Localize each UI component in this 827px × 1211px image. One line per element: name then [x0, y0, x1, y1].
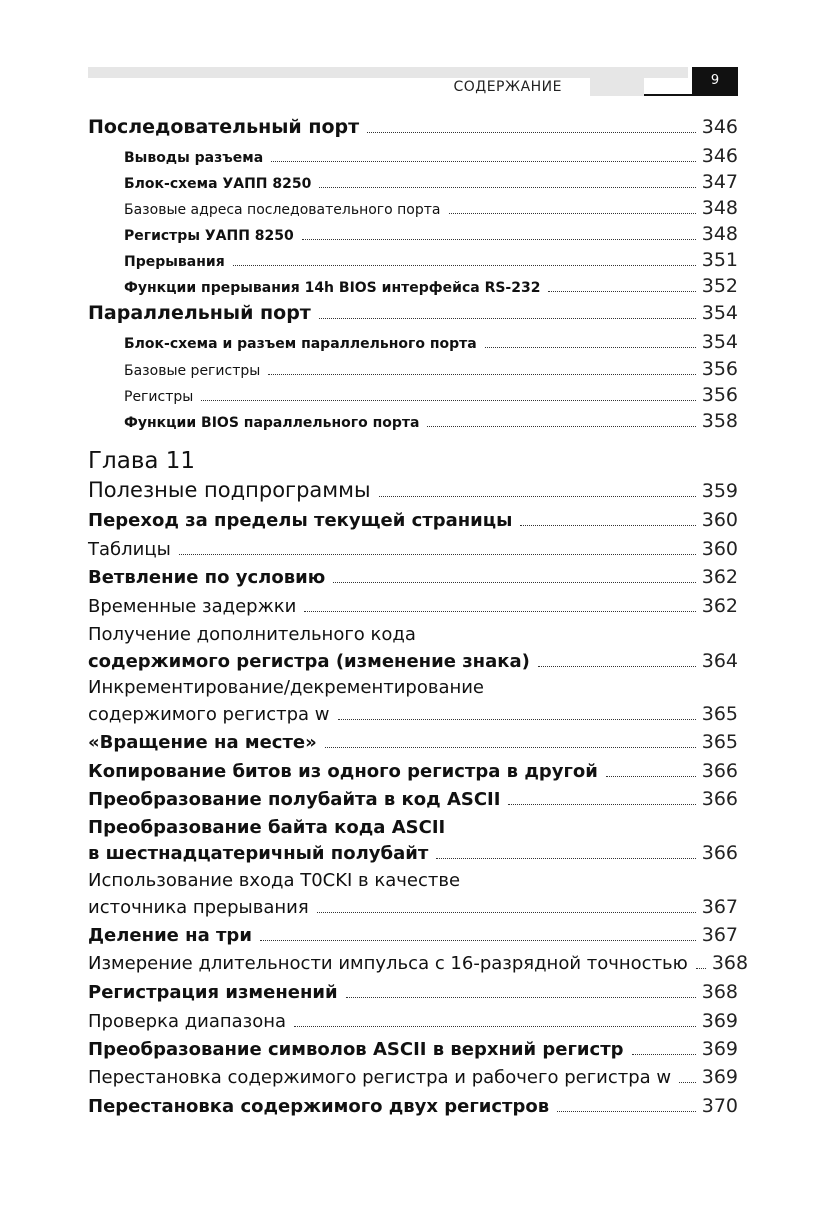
- toc-entry-label: в шестнадцатеричный полубайт: [88, 843, 429, 864]
- dot-leader: [319, 186, 695, 188]
- toc-subentry-label: Прерывания: [124, 254, 225, 270]
- dot-leader: [427, 425, 695, 427]
- toc-entry-label: Ветвление по условию: [88, 567, 326, 588]
- toc-entry[interactable]: [88, 842, 738, 864]
- toc-entry-label: Таблицы: [88, 539, 171, 560]
- toc-entry-serial-port[interactable]: [88, 116, 738, 138]
- toc-subentry-page: 351: [701, 249, 738, 271]
- toc-subentry-page: 348: [701, 197, 738, 219]
- toc-entry-label: Переход за пределы текущей страницы: [88, 510, 513, 531]
- toc-subentry-label: Блок-схема и разъем параллельного порта: [124, 336, 477, 352]
- toc-entry[interactable]: [88, 1066, 738, 1088]
- toc-entry-label: Копирование битов из одного регистра в другой: [88, 761, 598, 782]
- dot-leader: [548, 290, 695, 292]
- toc-entry[interactable]: [88, 650, 738, 672]
- dot-leader: [201, 399, 695, 401]
- toc-entry-label: Перестановка содержимого двух регистров: [88, 1096, 550, 1117]
- dot-leader: [520, 524, 695, 526]
- toc-entry-label: содержимого регистра w: [88, 704, 330, 725]
- toc-entry[interactable]: [88, 924, 738, 946]
- toc-entry-page: 360: [701, 538, 738, 560]
- toc-entry[interactable]: [88, 952, 749, 974]
- toc-entry-first-line: Инкрементирование/декрементирование: [88, 677, 485, 698]
- toc-entry[interactable]: [88, 1010, 738, 1032]
- toc-subentry-page: 354: [701, 331, 738, 353]
- toc-entry-page: 368: [711, 952, 749, 974]
- toc-entry[interactable]: [88, 788, 738, 810]
- toc-subentry[interactable]: [124, 275, 738, 297]
- toc-subentry[interactable]: [124, 145, 738, 167]
- toc-entry[interactable]: [88, 1038, 738, 1060]
- toc-entry-label: Параллельный порт: [88, 302, 311, 324]
- dot-leader: [632, 1053, 696, 1055]
- dot-leader: [557, 1110, 696, 1112]
- toc-entry[interactable]: [88, 760, 738, 782]
- dot-leader: [271, 160, 696, 162]
- toc-subentry-label: Выводы разъема: [124, 150, 264, 166]
- toc-entry-page: 362: [701, 566, 738, 588]
- toc-subentry[interactable]: [124, 384, 738, 406]
- toc-subentry-page: 358: [701, 410, 738, 432]
- toc-entry-label: Перестановка содержимого регистра и рабочего регистра w: [88, 1067, 672, 1088]
- toc-chapter-title[interactable]: [88, 478, 738, 502]
- toc-entry-label: Преобразование полубайта в код ASCII: [88, 789, 501, 810]
- dot-leader: [233, 264, 696, 266]
- toc-entry-label: Временные задержки: [88, 596, 297, 617]
- toc-entry[interactable]: [88, 981, 738, 1003]
- toc-subentry-page: 352: [701, 275, 738, 297]
- dot-leader: [302, 238, 696, 240]
- toc-subentry[interactable]: [124, 171, 738, 193]
- dot-leader: [449, 212, 696, 214]
- dot-leader: [367, 131, 696, 133]
- toc-subentry[interactable]: [124, 410, 738, 432]
- dot-leader: [338, 718, 696, 720]
- dot-leader: [333, 581, 696, 583]
- dot-leader: [319, 317, 696, 319]
- toc-entry-first-line: Получение дополнительного кода: [88, 624, 416, 645]
- dot-leader: [260, 939, 696, 941]
- toc-entry-page: 366: [701, 760, 738, 782]
- toc-entry-page: 370: [701, 1095, 738, 1117]
- toc-subentry-page: 347: [701, 171, 738, 193]
- toc-entry[interactable]: [88, 1095, 738, 1117]
- toc-entry-page: 354: [701, 302, 738, 324]
- toc-subentry-label: Блок-схема УАПП 8250: [124, 176, 312, 192]
- toc-entry-page: 369: [701, 1066, 738, 1088]
- dot-leader: [346, 996, 696, 998]
- dot-leader: [679, 1081, 696, 1083]
- dot-leader: [179, 553, 696, 555]
- toc-entry-page: 362: [701, 595, 738, 617]
- toc-subentry-page: 356: [701, 358, 738, 380]
- toc-entry-label: содержимого регистра (изменение знака): [88, 651, 530, 672]
- toc-entry-page: 366: [701, 842, 738, 864]
- toc-entry-page: 360: [701, 509, 738, 531]
- toc-entry-label: «Вращение на месте»: [88, 732, 317, 753]
- toc-subentry-label: Функции прерывания 14h BIOS интерфейса RS-232: [124, 280, 541, 296]
- dot-leader: [538, 665, 696, 667]
- toc-entry-page: 364: [701, 650, 738, 672]
- toc-subentry-label: Базовые адреса последовательного порта: [124, 202, 441, 218]
- toc-entry-page: 369: [701, 1038, 738, 1060]
- toc-entry-page: 368: [701, 981, 738, 1003]
- dot-leader: [436, 857, 695, 859]
- toc-subentry-page: 356: [701, 384, 738, 406]
- toc-subentry[interactable]: [124, 197, 738, 219]
- toc-entry[interactable]: [88, 703, 738, 725]
- toc-subentry[interactable]: [124, 249, 738, 271]
- toc-subentry[interactable]: [124, 331, 738, 353]
- toc-entry[interactable]: [88, 509, 738, 531]
- chapter-label: Глава 11: [88, 448, 196, 474]
- toc-entry[interactable]: [88, 566, 738, 588]
- dot-leader: [379, 495, 696, 497]
- toc-entry-page: 367: [701, 924, 738, 946]
- toc-entry-label: Деление на три: [88, 925, 252, 946]
- running-title: СОДЕРЖАНИЕ: [453, 79, 562, 95]
- toc-subentry-label: Регистры: [124, 389, 194, 405]
- toc-entry-page: 369: [701, 1010, 738, 1032]
- dot-leader: [317, 911, 696, 913]
- dot-leader: [304, 610, 695, 612]
- toc-entry[interactable]: [88, 595, 738, 617]
- toc-entry-page: 366: [701, 788, 738, 810]
- toc-entry-page: 359: [701, 480, 738, 502]
- toc-entry-parallel-port[interactable]: [88, 302, 738, 324]
- toc-entry-page: 365: [701, 731, 738, 753]
- toc-entry-first-line: Использование входа T0CKI в качестве: [88, 870, 461, 891]
- dot-leader: [508, 803, 695, 805]
- toc-entry-label: Последовательный порт: [88, 116, 360, 138]
- toc-subentry-page: 348: [701, 223, 738, 245]
- toc-entry-page: 367: [701, 896, 738, 918]
- toc-entry-label: Полезные подпрограммы: [88, 478, 371, 502]
- toc-subentry[interactable]: [124, 358, 738, 380]
- page-number: 9: [692, 67, 738, 96]
- dot-leader: [485, 346, 696, 348]
- dot-leader: [294, 1025, 696, 1027]
- toc-entry-label: источника прерывания: [88, 897, 309, 918]
- dot-leader: [696, 967, 706, 969]
- toc-subentry-label: Базовые регистры: [124, 363, 261, 379]
- toc-entry[interactable]: [88, 538, 738, 560]
- toc-entry-first-line: Преобразование байта кода ASCII: [88, 817, 446, 838]
- toc-subentry-page: 346: [701, 145, 738, 167]
- dot-leader: [325, 746, 696, 748]
- toc-entry[interactable]: [88, 731, 738, 753]
- toc-subentry[interactable]: [124, 223, 738, 245]
- dot-leader: [268, 373, 695, 375]
- toc-entry-page: 365: [701, 703, 738, 725]
- toc-entry-page: 346: [701, 116, 738, 138]
- toc-subentry-label: Функции BIOS параллельного порта: [124, 415, 420, 431]
- toc-entry-label: Преобразование символов ASCII в верхний регистр: [88, 1039, 624, 1060]
- toc-entry-label: Измерение длительности импульса с 16-разрядной точностью: [88, 953, 688, 974]
- toc-subentry-label: Регистры УАПП 8250: [124, 228, 294, 244]
- toc-entry-label: Регистрация изменений: [88, 982, 338, 1003]
- toc-entry-label: Проверка диапазона: [88, 1011, 287, 1032]
- dot-leader: [606, 775, 696, 777]
- toc-entry[interactable]: [88, 896, 738, 918]
